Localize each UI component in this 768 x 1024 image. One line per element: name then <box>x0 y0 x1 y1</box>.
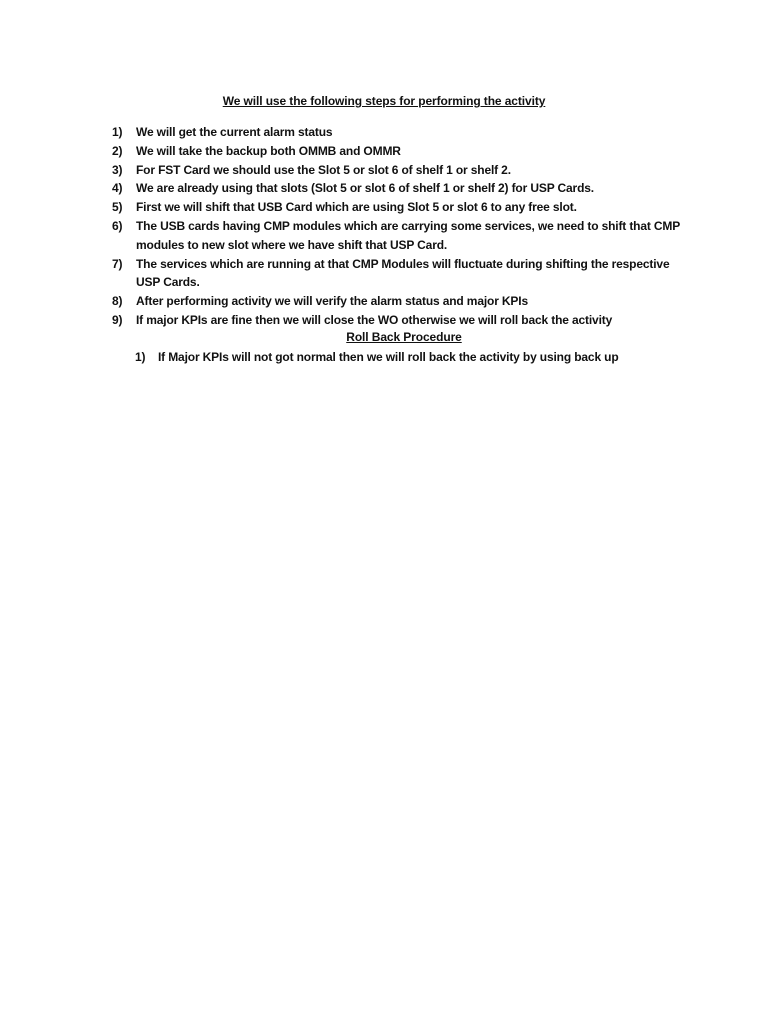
step-number: 9) <box>112 312 123 327</box>
step-number: 1) <box>135 350 146 364</box>
step-text: If major KPIs are fine then we will close the WO otherwise we will roll back the activity <box>136 312 613 327</box>
list-item <box>112 179 692 198</box>
step-number: 2) <box>112 143 123 158</box>
step-number: 1) <box>112 125 123 139</box>
list-item <box>112 161 692 180</box>
step-text: We will get the current alarm status <box>136 125 333 139</box>
step-number: 8) <box>112 294 123 309</box>
list-item <box>112 255 692 293</box>
list-item <box>112 142 692 161</box>
list-item <box>112 292 692 311</box>
step-text: The USB cards having CMP modules which are carrying some services, we need to shift that CMP modules to new slot where we have shift that USP Card. <box>136 218 680 252</box>
step-text: We will take the backup both OMMB and OMMR <box>136 143 401 158</box>
step-text: First we will shift that USB Card which are using Slot 5 or slot 6 to any free slot. <box>136 200 577 215</box>
step-number: 4) <box>112 181 123 196</box>
rollback-title: Roll Back Procedure <box>346 330 462 344</box>
step-text: After performing activity we will verify the alarm status and major KPIs <box>136 294 528 309</box>
list-item <box>112 217 692 255</box>
list-item <box>112 311 692 330</box>
step-number: 3) <box>112 162 123 177</box>
list-item <box>112 198 692 217</box>
step-number: 7) <box>112 256 123 271</box>
step-text: The services which are running at that CMP Modules will fluctuate during shifting the respective USP Cards. <box>136 256 670 290</box>
steps-list <box>112 123 692 330</box>
step-number: 6) <box>112 218 123 233</box>
step-text: For FST Card we should use the Slot 5 or slot 6 of shelf 1 or shelf 2. <box>136 162 511 177</box>
step-number: 5) <box>112 200 123 215</box>
step-text: We are already using that slots (Slot 5 or slot 6 of shelf 1 or shelf 2) for USP Cards. <box>136 181 594 196</box>
rollback-steps-list <box>135 348 695 367</box>
document-title: We will use the following steps for performing the activity <box>222 94 546 108</box>
step-text: If Major KPIs will not got normal then we will roll back the activity by using back up <box>158 350 619 364</box>
list-item <box>135 348 695 367</box>
list-item <box>112 123 692 142</box>
